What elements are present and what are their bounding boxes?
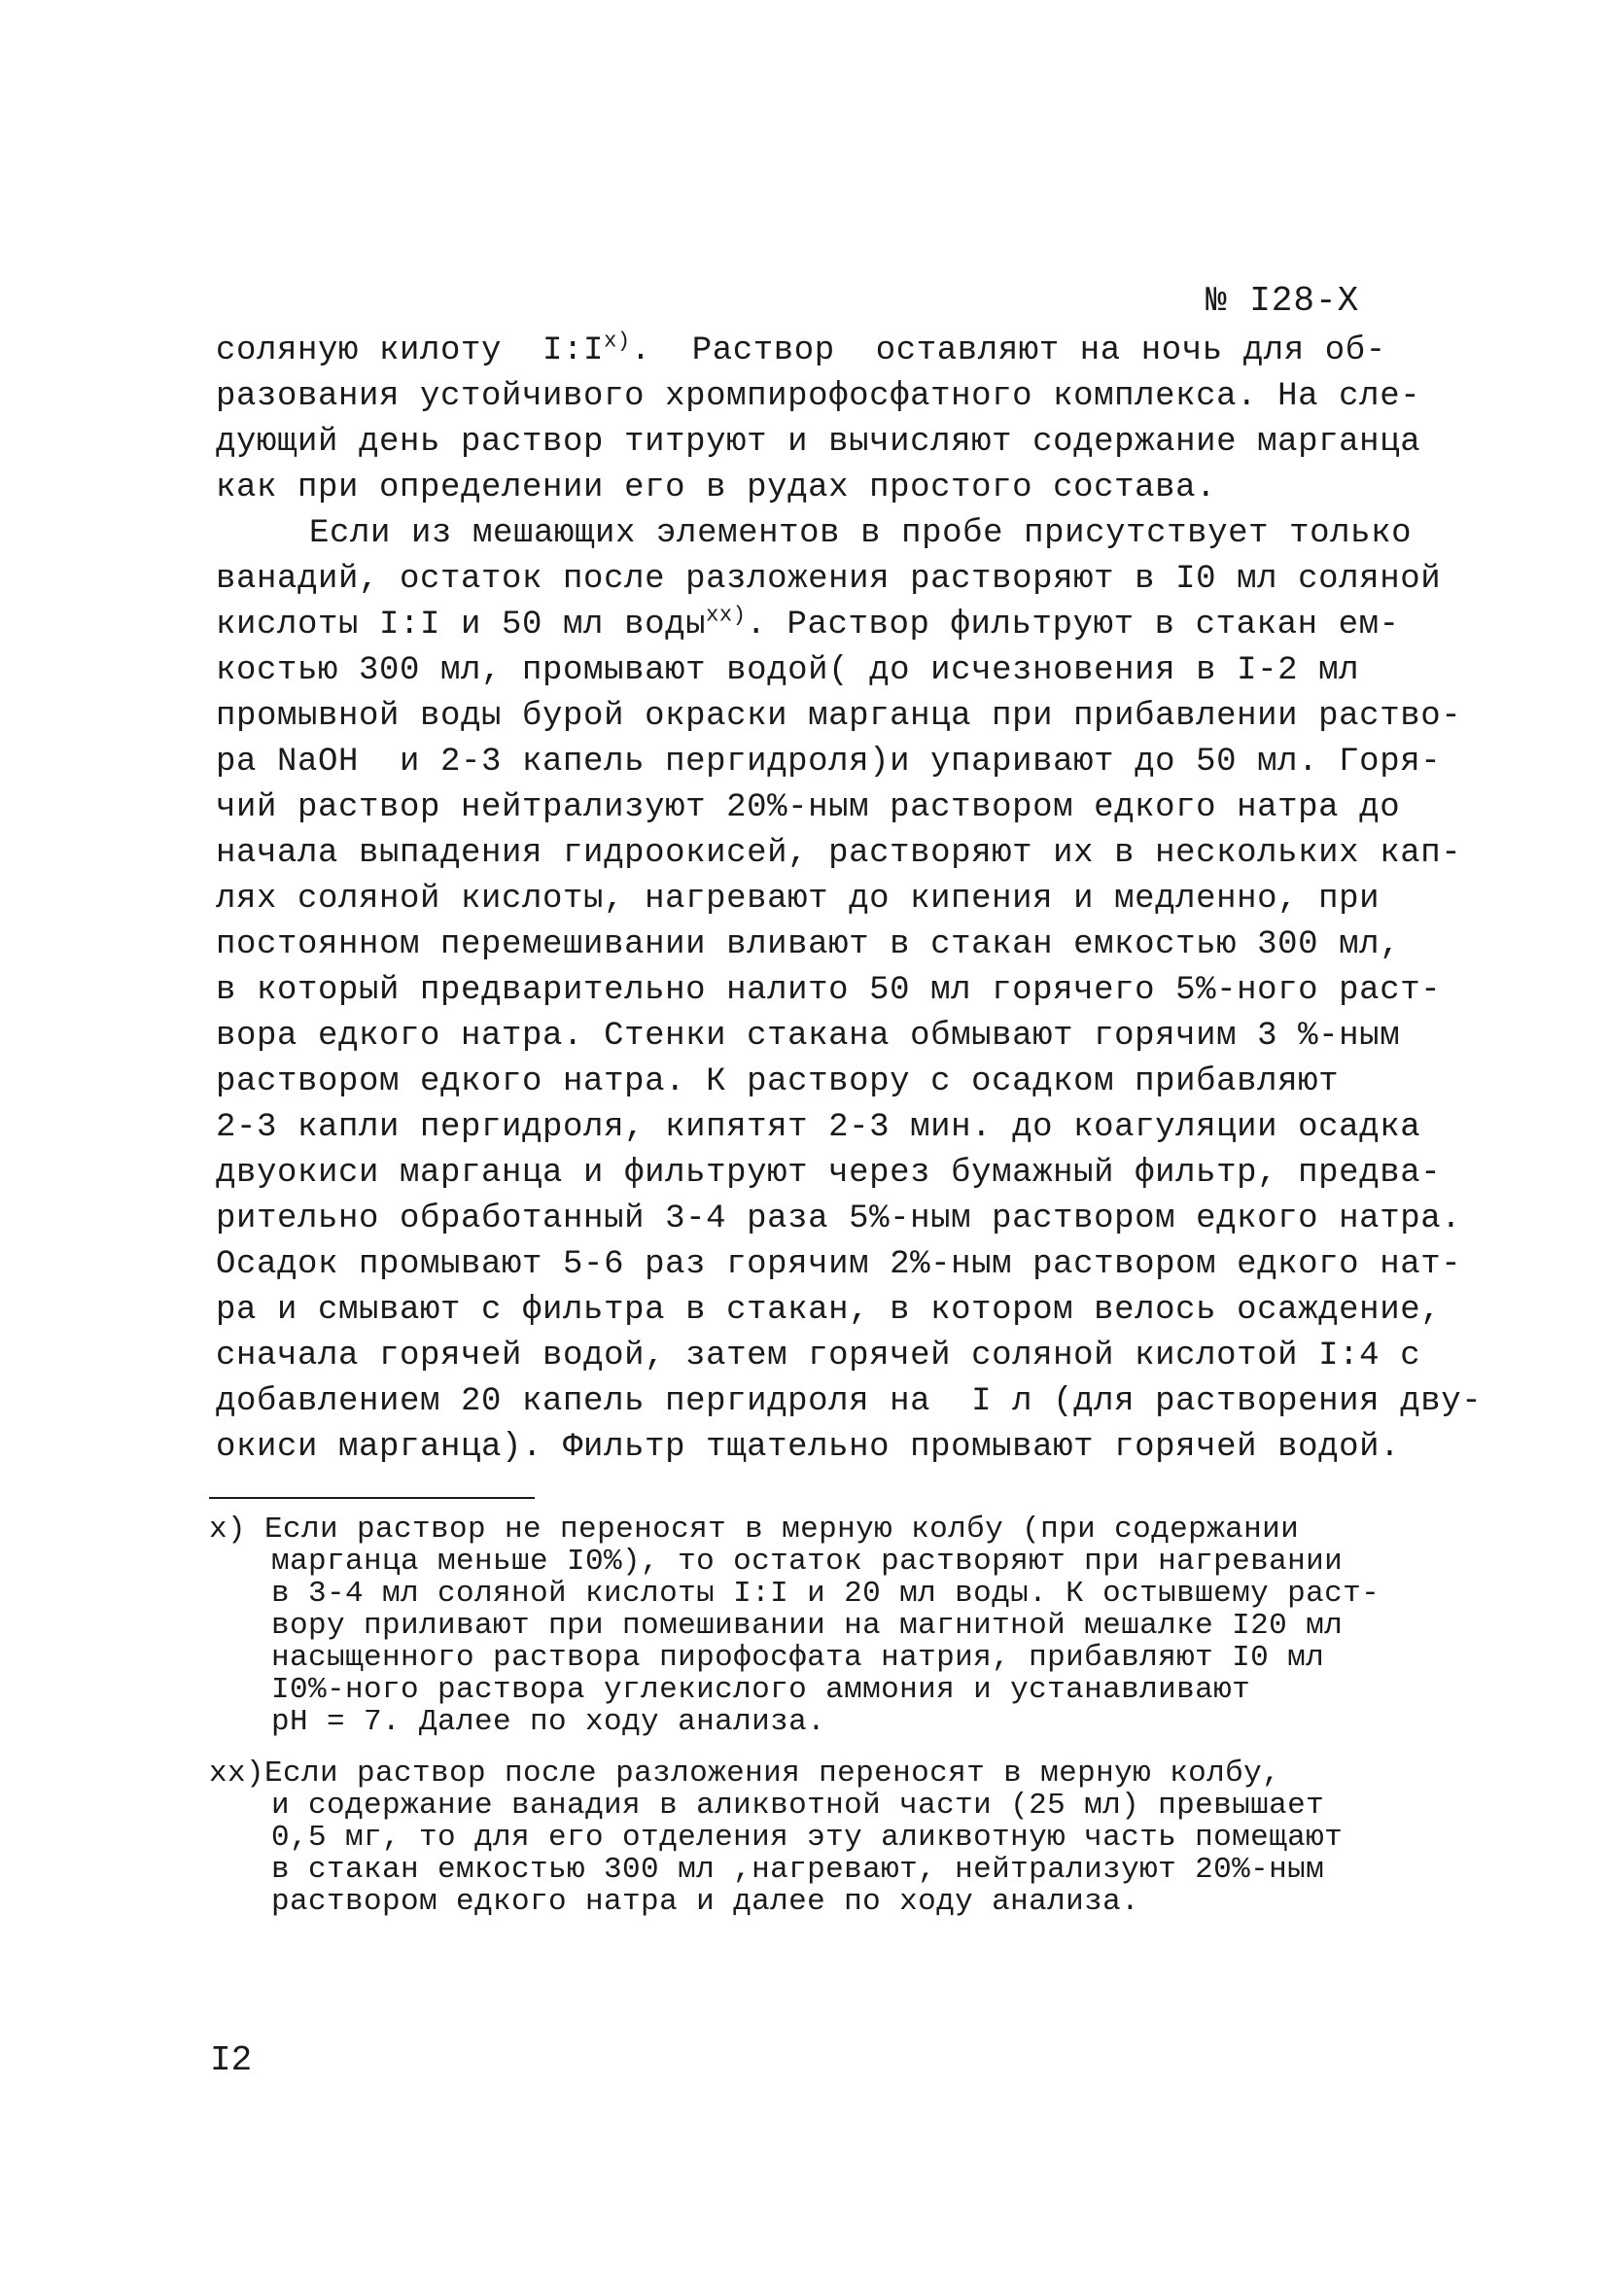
text-line: ванадий, остаток после разложения растворяют в I0 мл соляной (216, 561, 1442, 598)
footnote-line: насыщенного раствора пирофосфата натрия, прибавляют I0 мл (271, 1641, 1325, 1675)
page-number: I2 (210, 2040, 253, 2080)
text-line: Осадок промывают 5-6 раз горячим 2%-ным раствором едкого нат- (216, 1246, 1462, 1283)
footnote-line: 0,5 мг, то для его отделения эту аликвотную часть помещают (271, 1821, 1344, 1855)
text-line: ра NaOH и 2-3 капель пергидроля)и упаривают до 50 мл. Горя- (216, 744, 1442, 781)
text-line: раствором едкого натра. К раствору с осадком прибавляют (216, 1063, 1340, 1100)
text-line: окиси марганца). Фильтр тщательно промывают горячей водой. (216, 1429, 1401, 1466)
text-line: начала выпадения гидроокисей, растворяют их в нескольких кап- (216, 835, 1462, 872)
main-text-block (216, 329, 1483, 1471)
text-line: рительно обработанный 3-4 раза 5%-ным раствором едкого натра. (216, 1200, 1462, 1237)
footnote-line: раствором едкого натра и далее по ходу анализа. (271, 1885, 1140, 1919)
footnote-xx (209, 1757, 1424, 1918)
paragraph-start-line: Если из мешающих элементов в пробе присутствует только (309, 515, 1413, 552)
text-line: ра и смывают с фильтра в стакан, в котором велось осаждение, (216, 1292, 1442, 1329)
text-line: постоянном перемешивании вливают в стакан емкостью 300 мл, (216, 926, 1401, 963)
footnote-line: марганца меньше I0%), то остаток растворяют при нагревании (271, 1545, 1344, 1579)
footnote-line: в 3-4 мл соляной кислоты I:I и 20 мл воды. К остывшему раст- (271, 1577, 1381, 1611)
text-line: чий раствор нейтрализуют 20%-ным раствором едкого натра до (216, 789, 1401, 826)
text-line: соляную килоту $I:I^{x)}$. Раствор оставляют на ночь для об- (216, 329, 1386, 369)
document-number: № I28-X (1206, 281, 1360, 321)
footnote-line: I0%-ного раствора углекислого аммония и устанавливают (271, 1673, 1251, 1707)
text-line: двуокиси марганца и фильтруют через бумажный фильтр, предва- (216, 1155, 1442, 1192)
footnote-line: x) Если раствор не переносят в мерную колбу (при содержании (209, 1513, 1300, 1547)
text-line: сначала горячей водой, затем горячей соляной кислотой I:4 с (216, 1338, 1421, 1374)
footnote-x (209, 1513, 1424, 1738)
text-line: костью 300 мл, промывают водой( до исчезновения в I-2 мл (216, 652, 1360, 689)
footnote-divider (209, 1497, 535, 1499)
text-line: вора едкого натра. Стенки стакана обмывают горячим 3 %-ным (216, 1018, 1401, 1055)
text-line: лях соляной кислоты, нагревают до кипения и медленно, при (216, 881, 1381, 918)
text-line: в который предварительно налито 50 мл горячего 5%-ного раст- (216, 972, 1442, 1009)
footnote-mark-xx: xx) (706, 603, 747, 628)
footnote-line: xx)Если раствор после разложения переносят в мерную колбу, (209, 1757, 1281, 1791)
text-line: как при определении его в рудах простого состава. (216, 470, 1217, 506)
text-line: разования устойчивого хромпирофосфатного комплекса. На сле- (216, 378, 1421, 415)
text-line: промывной воды бурой окраски марганца при прибавлении раство- (216, 698, 1462, 735)
footnote-mark-x: x) (604, 329, 631, 354)
text-line: 2-3 капли пергидроля, кипятят 2-3 мин. до коагуляции осадка (216, 1109, 1421, 1146)
footnote-line: pH = 7. Далее по ходу анализа. (271, 1705, 826, 1739)
footnote-line: в стакан емкостью 300 мл ,нагревают, нейтрализуют 20%-ным (271, 1853, 1325, 1887)
text-line: кислоты I:I и 50 мл воды$^{xx)}$. Раствор фильтруют в стакан ем- (216, 603, 1400, 644)
text-line: дующий день раствор титруют и вычисляют содержание марганца (216, 424, 1421, 461)
footnote-line: вору приливают при помешивании на магнитной мешалке I20 мл (271, 1609, 1344, 1643)
text-line: добавлением 20 капель пергидроля на I л (для растворения дву- (216, 1383, 1483, 1420)
footnote-line: и содержание ванадия в аликвотной части (25 мл) превышает (271, 1789, 1325, 1823)
